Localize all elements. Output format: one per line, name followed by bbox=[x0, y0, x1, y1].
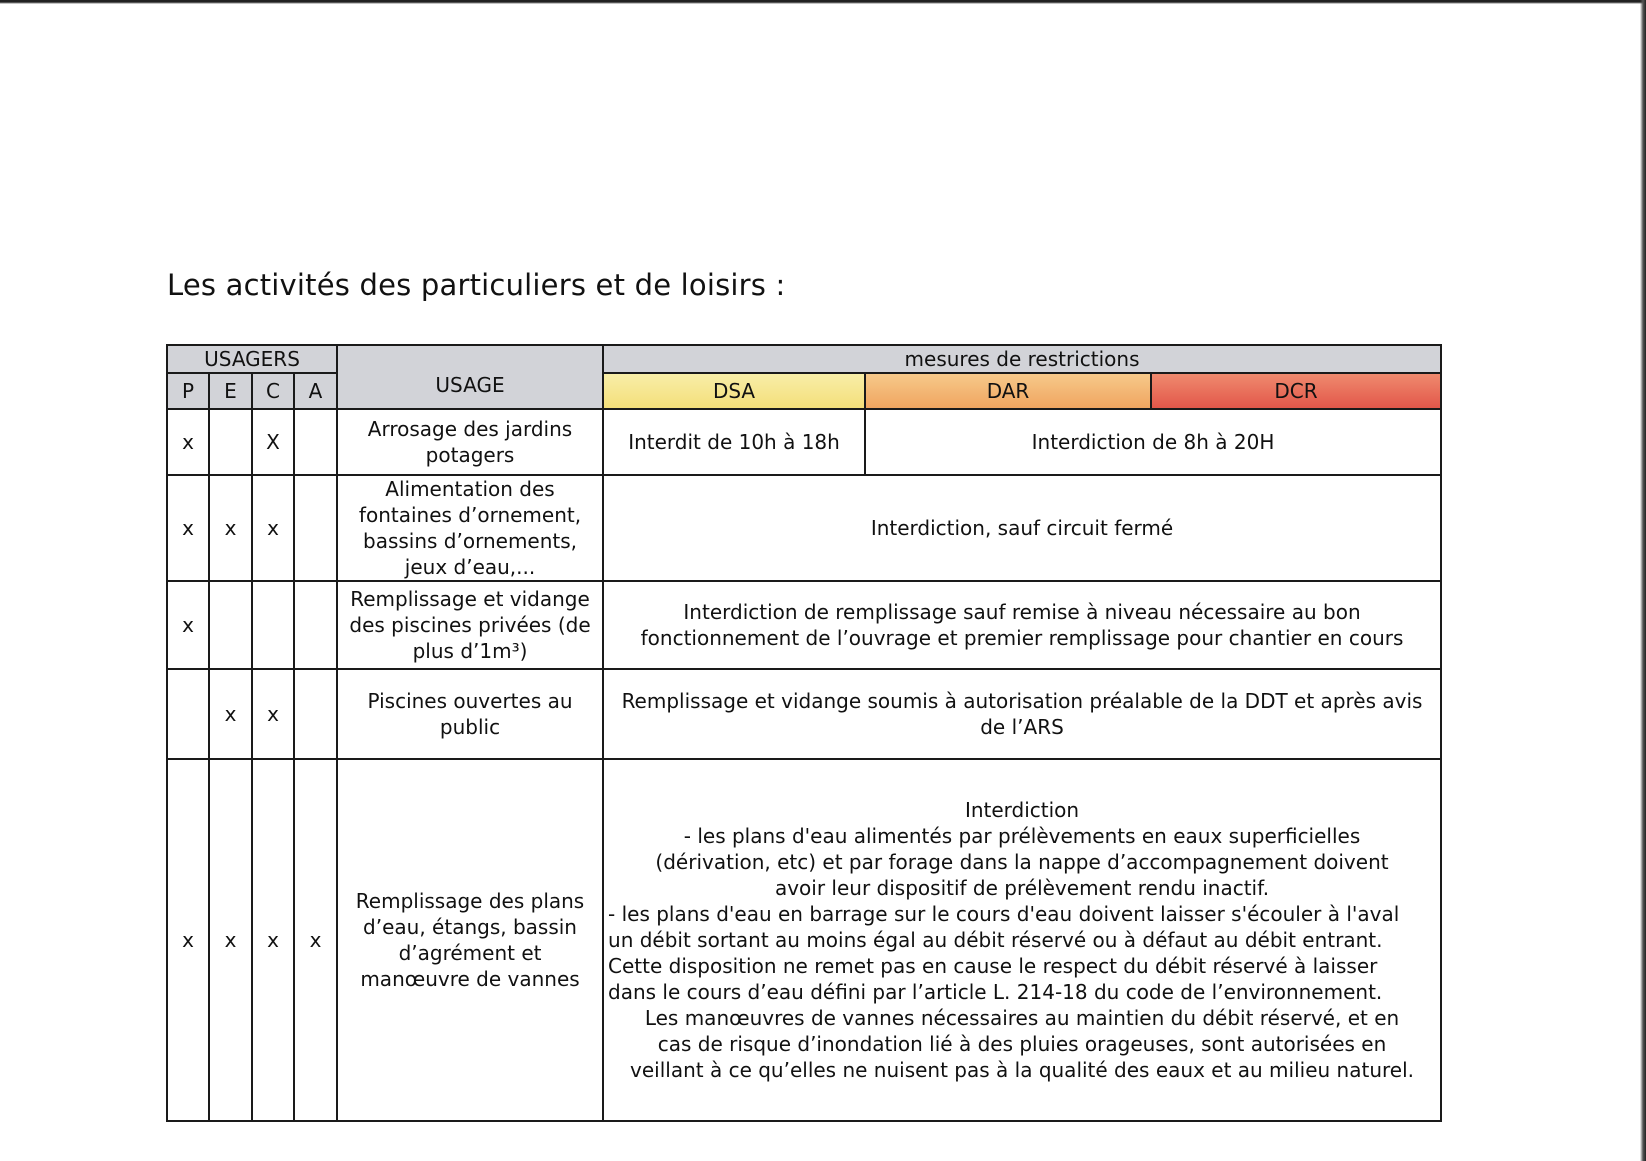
measure-cell: Remplissage et vidange soumis à autorisation préalable de la DDT et après avis de l’ARS bbox=[603, 669, 1441, 759]
usage-cell: Arrosage des jardins potagers bbox=[337, 409, 603, 475]
measure-line: avoir leur dispositif de prélèvement rendu inactif. bbox=[774, 876, 1270, 900]
measure-line: - les plans d'eau en barrage sur le cours d'eau doivent laisser s'écouler à l'aval bbox=[608, 902, 1400, 926]
usagers-header: USAGERS bbox=[167, 345, 337, 373]
measure-line: - les plans d'eau alimentés par prélèvements en eaux superficielles bbox=[683, 824, 1361, 848]
mark-a bbox=[294, 409, 337, 475]
mark-p: x bbox=[167, 759, 209, 1121]
table-row bbox=[167, 409, 1441, 475]
usager-e-header: E bbox=[209, 373, 252, 409]
mark-e: x bbox=[209, 475, 252, 581]
table-row bbox=[167, 759, 1441, 1121]
mark-e bbox=[209, 409, 252, 475]
scan-right-border bbox=[1640, 0, 1646, 1161]
dsa-header: DSA bbox=[603, 373, 865, 409]
measure-line: cas de risque d’inondation lié à des pluies orageuses, sont autorisées en bbox=[657, 1032, 1387, 1056]
restrictions-table bbox=[166, 344, 1442, 1122]
mark-c: x bbox=[252, 669, 294, 759]
table-row bbox=[167, 669, 1441, 759]
measure-line: Interdiction bbox=[964, 798, 1080, 822]
usager-c-header: C bbox=[252, 373, 294, 409]
mark-e bbox=[209, 581, 252, 669]
mark-p: x bbox=[167, 409, 209, 475]
dcr-header: DCR bbox=[1151, 373, 1441, 409]
mark-c: x bbox=[252, 475, 294, 581]
mark-a bbox=[294, 669, 337, 759]
dar-dcr-measure-cell: Interdiction de 8h à 20H bbox=[865, 409, 1441, 475]
mark-a: x bbox=[294, 759, 337, 1121]
mark-a bbox=[294, 475, 337, 581]
measure-cell: Interdiction, sauf circuit fermé bbox=[603, 475, 1441, 581]
dsa-measure-cell: Interdit de 10h à 18h bbox=[603, 409, 865, 475]
mark-e: x bbox=[209, 759, 252, 1121]
measure-line: (dérivation, etc) et par forage dans la nappe d’accompagnement doivent bbox=[655, 850, 1389, 874]
mesures-header: mesures de restrictions bbox=[603, 345, 1441, 373]
scan-top-border bbox=[0, 0, 1646, 4]
measure-line: un débit sortant au moins égal au débit réservé ou à défaut au débit entrant. bbox=[608, 928, 1383, 952]
measure-line: Les manœuvres de vannes nécessaires au maintien du débit réservé, et en bbox=[644, 1006, 1400, 1030]
mark-p: x bbox=[167, 475, 209, 581]
measure-cell: Interdiction de remplissage sauf remise à niveau nécessaire au bon fonctionnement de l’ouvrage et premier remplissage pour chantier en cours bbox=[603, 581, 1441, 669]
dar-header: DAR bbox=[865, 373, 1151, 409]
measure-line: dans le cours d’eau défini par l’article L. 214-18 du code de l’environnement. bbox=[608, 980, 1383, 1004]
usage-header: USAGE bbox=[337, 345, 603, 409]
measure-line: veillant à ce qu’elles ne nuisent pas à la qualité des eaux et au milieu naturel. bbox=[630, 1058, 1414, 1082]
usage-cell: Alimentation des fontaines d’ornement, bassins d’ornements, jeux d’eau,... bbox=[337, 475, 603, 581]
mark-c: x bbox=[252, 759, 294, 1121]
usage-cell: Remplissage des plans d’eau, étangs, bassin d’agrément et manœuvre de vannes bbox=[337, 759, 603, 1121]
usager-a-header: A bbox=[294, 373, 337, 409]
page-heading: Les activités des particuliers et de loisirs : bbox=[167, 268, 786, 302]
usager-p-header: P bbox=[167, 373, 209, 409]
usage-cell: Piscines ouvertes au public bbox=[337, 669, 603, 759]
mark-p: x bbox=[167, 581, 209, 669]
mark-c bbox=[252, 581, 294, 669]
mark-e: x bbox=[209, 669, 252, 759]
mark-a bbox=[294, 581, 337, 669]
usage-cell: Remplissage et vidange des piscines privées (de plus d’1m³) bbox=[337, 581, 603, 669]
measure-line: Cette disposition ne remet pas en cause le respect du débit réservé à laisser bbox=[608, 954, 1378, 978]
mark-c: X bbox=[252, 409, 294, 475]
table-row bbox=[167, 475, 1441, 581]
measure-cell bbox=[603, 759, 1441, 1121]
mark-p bbox=[167, 669, 209, 759]
header-row-top bbox=[167, 345, 1441, 373]
table-row bbox=[167, 581, 1441, 669]
